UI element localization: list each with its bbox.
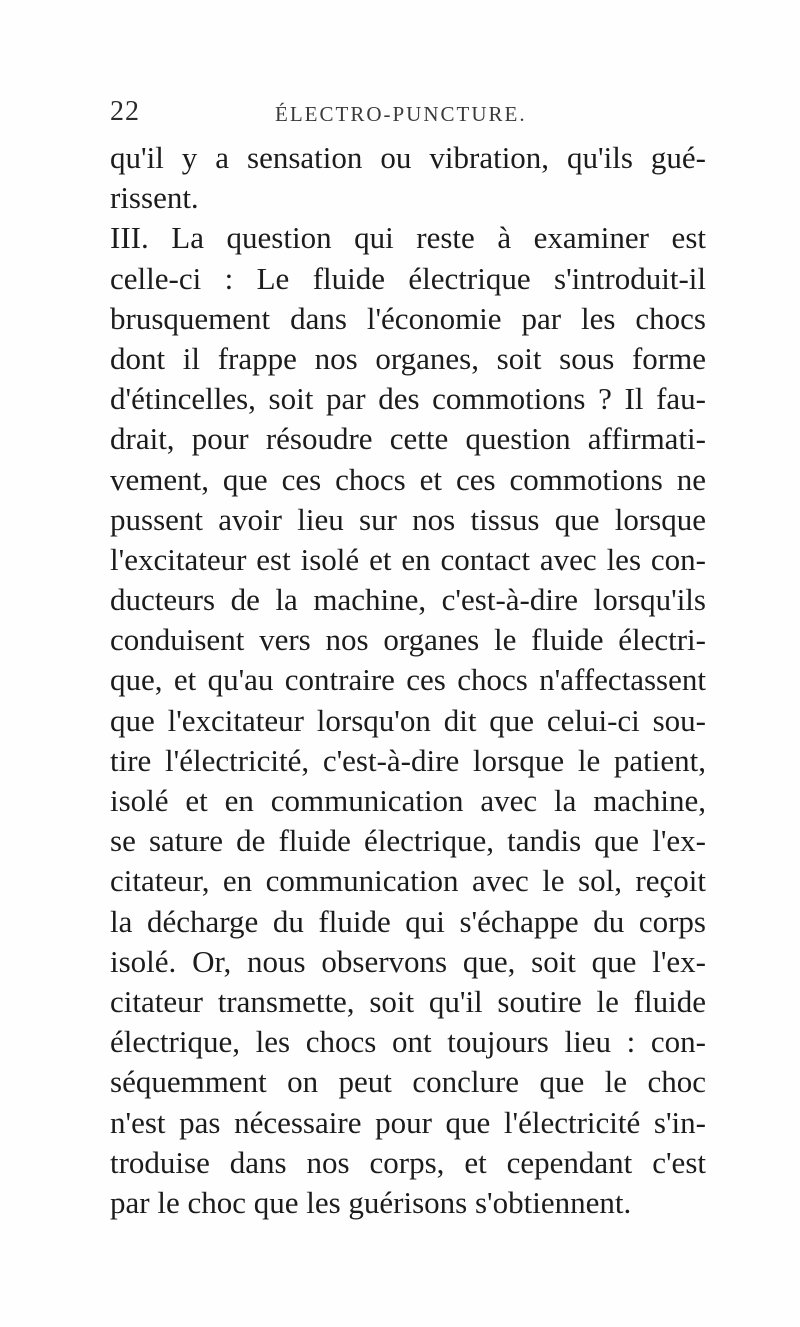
text-line: isolé. Or, nous observons que, soit que l'ex-: [110, 943, 706, 979]
text-line: n'est pas nécessaire pour que l'électricité s'in-: [110, 1104, 706, 1140]
text-line: III. La question qui reste à examiner est: [110, 220, 706, 256]
body-text: [110, 138, 706, 1223]
text-line: électrique, les chocs ont toujours lieu : con-: [110, 1024, 706, 1060]
text-line: dont il frappe nos organes, soit sous forme: [110, 340, 706, 376]
text-line: séquemment on peut conclure que le choc: [110, 1064, 706, 1100]
text-line: drait, pour résoudre cette question affirmati-: [110, 421, 706, 457]
text-line: rissent.: [110, 180, 199, 216]
text-line: se sature de fluide électrique, tandis que l'ex-: [110, 823, 706, 859]
text-line: d'étincelles, soit par des commotions ? Il fau-: [110, 381, 706, 417]
text-line: pussent avoir lieu sur nos tissus que lorsque: [110, 501, 706, 537]
text-line: par le choc que les guérisons s'obtiennent.: [110, 1184, 632, 1220]
text-line: que l'excitateur lorsqu'on dit que celui-ci sou-: [110, 702, 706, 738]
text-line: ducteurs de la machine, c'est-à-dire lorsqu'ils: [110, 582, 706, 618]
text-line: vement, que ces chocs et ces commotions ne: [110, 461, 706, 497]
text-line: celle-ci : Le fluide électrique s'introduit-il: [110, 260, 706, 296]
text-line: isolé et en communication avec la machine,: [110, 783, 706, 818]
text-line: la décharge du fluide qui s'échappe du corps: [110, 903, 706, 939]
text-line: brusquement dans l'économie par les chocs: [110, 300, 706, 336]
text-line: tire l'électricité, c'est-à-dire lorsque le patient,: [110, 742, 706, 778]
text-line: troduise dans nos corps, et cependant c'est: [110, 1144, 706, 1180]
text-line: qu'il y a sensation ou vibration, qu'ils gué-: [110, 140, 706, 175]
page-number: 22: [110, 96, 140, 127]
text-line: citateur, en communication avec le sol, reçoit: [110, 863, 706, 899]
running-head: ÉLECTRO-PUNCTURE.: [275, 102, 527, 126]
text-line: que, et qu'au contraire ces chocs n'affectassent: [110, 662, 706, 698]
text-line: l'excitateur est isolé et en contact avec les con-: [110, 541, 706, 577]
text-line: citateur transmette, soit qu'il soutire le fluide: [110, 983, 706, 1019]
text-line: conduisent vers nos organes le fluide électri-: [110, 622, 706, 658]
page-header: [110, 96, 710, 132]
